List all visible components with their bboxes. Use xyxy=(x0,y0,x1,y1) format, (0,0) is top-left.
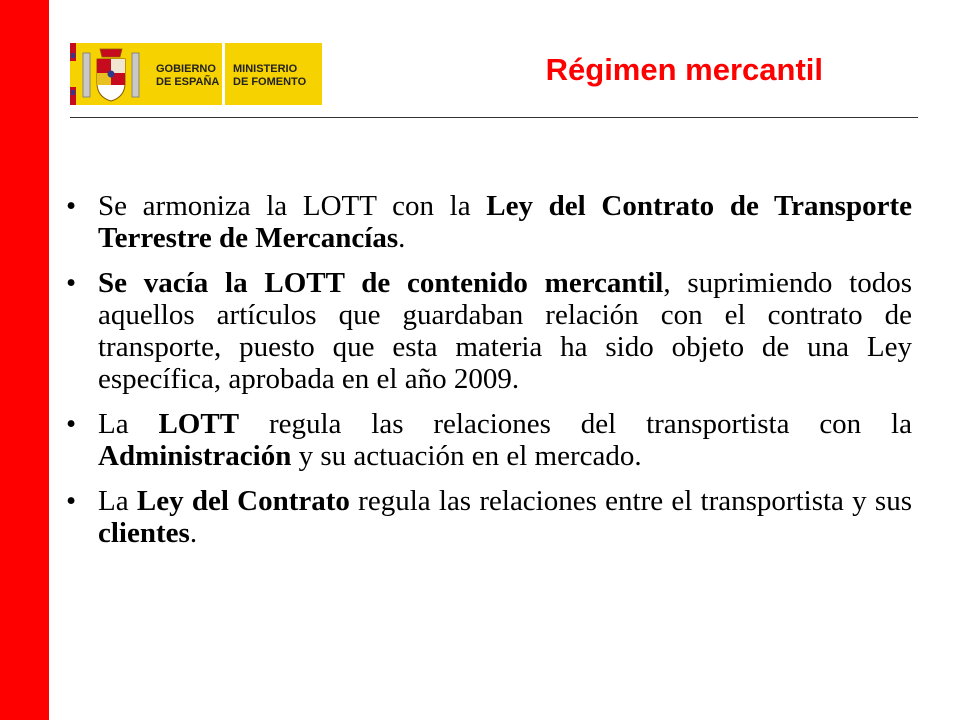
bullet-list xyxy=(60,190,912,562)
bullet-item: • Se vacía la LOTT de contenido mercantil, suprimiendo todos aquellos artículos que guardaban relación con el contrato de transporte, puesto que esta materia ha sido objeto de una Ley específica, aprobada en el año 2009. xyxy=(66,267,912,395)
slide-title: Régimen mercantil xyxy=(545,52,823,87)
bullet-dot: • xyxy=(66,408,77,440)
coat-of-arms-icon xyxy=(70,43,152,105)
title-divider xyxy=(70,117,918,118)
government-logo xyxy=(70,43,322,105)
bullet-item: • Se armoniza la LOTT con la Ley del Contrato de Transporte Terrestre de Mercancías. xyxy=(66,190,912,254)
ministerio-de-fomento-label: MINISTERIO DE FOMENTO xyxy=(225,43,322,105)
bullet-item: • La Ley del Contrato regula las relaciones entre el transportista y sus clientes. xyxy=(66,485,913,549)
bullet-dot: • xyxy=(66,190,77,222)
bullet-dot: • xyxy=(66,267,77,299)
bullet-dot: • xyxy=(66,485,77,517)
gobierno-de-espana-label: GOBIERNO DE ESPAÑA xyxy=(148,43,222,105)
bullet-item: • La LOTT regula las relaciones del transportista con la Administración y su actuación en el mercado. xyxy=(66,408,912,472)
left-red-band xyxy=(0,0,49,720)
